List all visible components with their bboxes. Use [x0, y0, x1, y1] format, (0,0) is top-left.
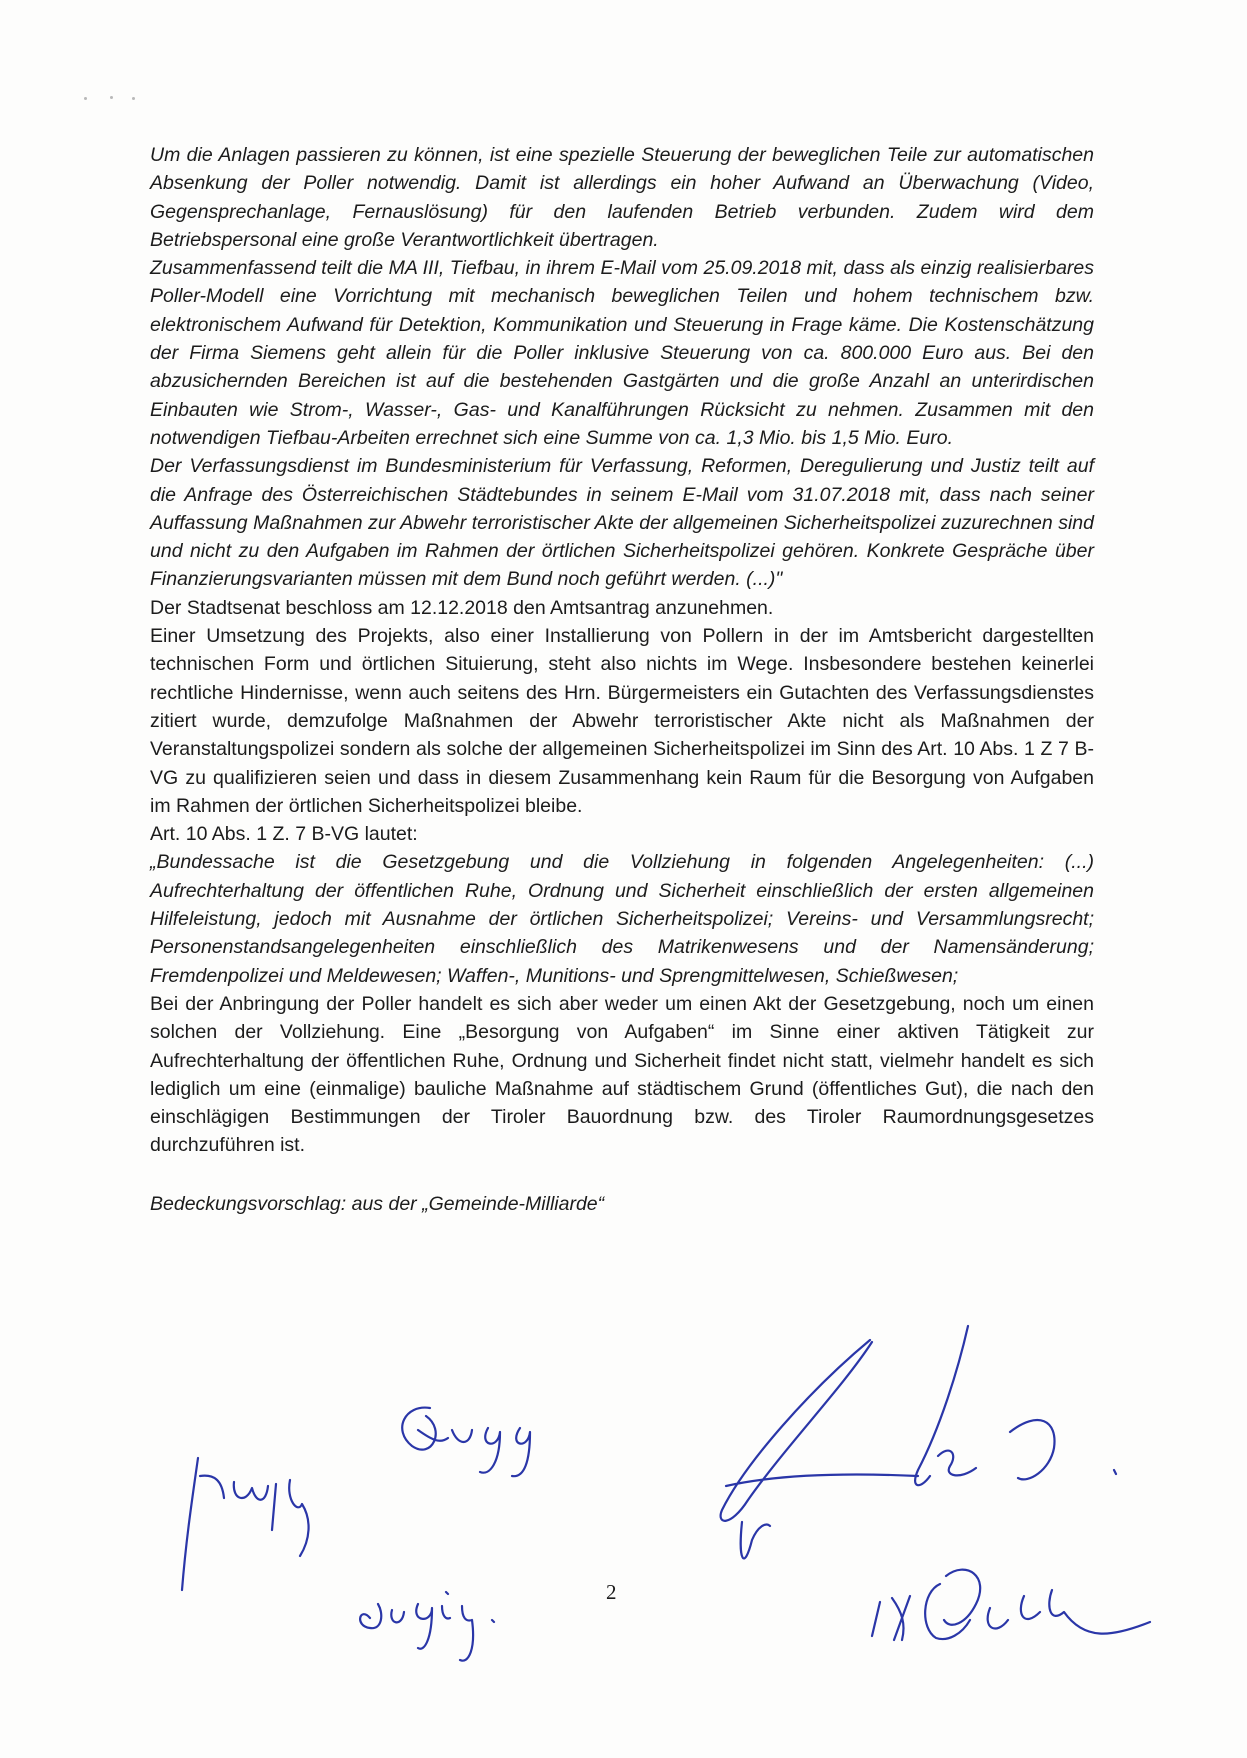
signature-3	[360, 1592, 494, 1661]
paragraph-verfassungsdienst: Der Verfassungsdienst im Bundesministerium für Verfassung, Reformen, Deregulierung und Justiz teilt auf die Anfrage des Österreichischen Städtebundes in seinem E-Mail vom 31.07.2018 mit, dass nach seiner Auffassung Maßnahmen zur Abwehr terroristischer Akte der allgemeinen Sicherheitspolizei zuzurechnen sind und nicht zu den Aufgaben im Rahmen der örtlichen Sicherheitspolizei gehören. Konkrete Gespräche über Finanzierungsvarianten müssen mit dem Bund noch geführt werden. (...)"	[150, 455, 1094, 591]
page-number: 2	[606, 1580, 617, 1604]
signature-5	[872, 1570, 1150, 1640]
paragraph-stadtsenat: Der Stadtsenat beschloss am 12.12.2018 den Amtsantrag anzunehmen.	[150, 596, 774, 619]
document-body	[150, 141, 1094, 1218]
scan-artifact-dots	[84, 96, 144, 102]
paragraph-art10-quote: „Bundessache ist die Gesetzgebung und die Vollziehung in folgenden Angelegenheiten: (...) Aufrechterhaltung der öffentlichen Ruhe, Ordnung und Sicherheit einschließlich der ersten allgemeinen Hilfeleistung, jedoch mit Ausnahme der örtlichen Sicherheitspolizei; Vereins- und Versammlungsrecht; Personenstandsangelegenheiten einschließlich des Matrikenwesens und der Namensänderung; Fremdenpolizei und Meldewesen; Waffen-, Munitions- und Sprengmittelwesen, Schießwesen;	[150, 851, 1094, 987]
paragraph-tiefbau-email: Zusammenfassend teilt die MA III, Tiefbau, in ihrem E-Mail vom 25.09.2018 mit, dass als einzig realisierbares Poller-Modell eine Vorrichtung mit mechanisch beweglichen Teilen und hohem technischem bzw. elektronischem Aufwand für Detektion, Kommunikation und Steuerung in Frage käme. Die Kostenschätzung der Firma Siemens geht allein für die Poller inklusive Steuerung von ca. 800.000 Euro aus. Bei den abzusichernden Bereichen ist auf die bestehenden Gastgärten und die große Anzahl an unterirdischen Einbauten wie Strom-, Wasser-, Gas- und Kanalführungen Rücksicht zu nehmen. Zusammen mit den notwendigen Tiefbau-Arbeiten errechnet sich eine Summe von ca. 1,3 Mio. bis 1,5 Mio. Euro.	[150, 257, 1094, 449]
signature-1	[402, 1408, 530, 1477]
paragraph-anbringung: Bei der Anbringung der Poller handelt es sich aber weder um einen Akt der Gesetzgebung, noch um einen solchen der Vollziehung. Eine „Besorgung von Aufgaben“ im Sinne einer aktiven Tätigkeit zur Aufrechterhaltung der öffentlichen Ruhe, Ordnung und Sicherheit findet nicht statt, vielmehr handelt es sich lediglich um eine (einmalige) bauliche Maßnahme auf städtischem Grund (öffentliches Gut), die nach den einschlägigen Bestimmungen der Tiroler Bauordnung bzw. des Tiroler Raumordnungsgesetzes durchzuführen ist.	[150, 992, 1094, 1157]
paragraph-bedeckungsvorschlag: Bedeckungsvorschlag: aus der „Gemeinde-Milliarde“	[150, 1192, 605, 1215]
paragraph-art10-heading: Art. 10 Abs. 1 Z. 7 B-VG lautet:	[150, 823, 418, 846]
signature-4	[721, 1326, 1116, 1558]
signature-2	[182, 1458, 309, 1590]
paragraph-umsetzung: Einer Umsetzung des Projekts, also einer Installierung von Pollern in der im Amtsbericht dargestellten technischen Form und örtlichen Situierung, steht also nichts im Wege. Insbesondere bestehen keinerlei rechtliche Hindernisse, wenn auch seitens des Hrn. Bürgermeisters ein Gutachten des Verfassungsdienstes zitiert wurde, demzufolge Maßnahmen der Abwehr terroristischer Akte nicht als Maßnahmen der Veranstaltungspolizei sondern als solche der allgemeinen Sicherheitspolizei im Sinn des Art. 10 Abs. 1 Z 7 B-VG zu qualifizieren seien und dass in diesem Zusammenhang kein Raum für die Besorgung von Aufgaben im Rahmen der örtlichen Sicherheitspolizei bleibe.	[150, 625, 1094, 817]
paragraph-steuerung: Um die Anlagen passieren zu können, ist eine spezielle Steuerung der beweglichen Teile zur automatischen Absenkung der Poller notwendig. Damit ist allerdings ein hoher Aufwand an Überwachung (Video, Gegensprechanlage, Fernauslösung) für den laufenden Betrieb verbunden. Zudem wird dem Betriebspersonal eine große Verantwortlichkeit übertragen.	[150, 144, 1094, 251]
